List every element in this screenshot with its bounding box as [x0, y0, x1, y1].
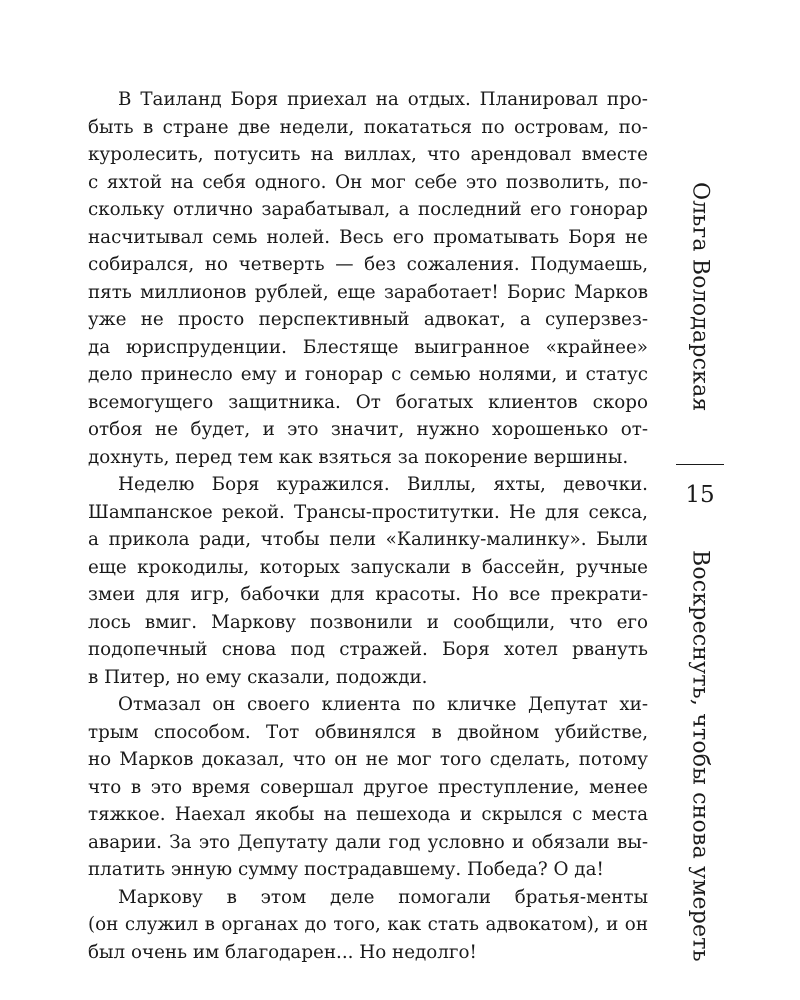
text-line: лось вмиг. Маркову позвонили и сообщили, что его	[88, 611, 648, 633]
text-line: отбоя не будет, и это значит, нужно хорошенько от-	[88, 419, 648, 440]
text-line: аварии. За это Депутату дали год условно и обязали вы-	[88, 831, 648, 853]
text-line: Неделю Боря куражился. Виллы, яхты, девочки.	[118, 474, 648, 495]
text-line: собирался, но четверть — без сожаления. Подумаешь,	[88, 254, 648, 275]
page-number: 15	[685, 482, 715, 508]
text-line: дело принесло ему и гонорар с семью нолями, и статус	[88, 364, 648, 385]
text-line: а прикола ради, чтобы пели «Калинку-малинку». Были	[88, 529, 648, 550]
text-line: в Питер, но ему сказали, подожди.	[88, 666, 428, 688]
text-line: Маркову в этом деле помогали братья-менты	[118, 886, 648, 908]
text-line: с яхтой на себя одного. Он мог себе это позволить, по-	[88, 171, 648, 193]
body-text	[88, 86, 648, 966]
text-line: змеи для игр, бабочки для красоты. Но все прекрати-	[88, 584, 648, 605]
text-line: пять миллионов рублей, еще заработает! Борис Марков	[88, 281, 648, 303]
text-line: был очень им благодарен... Но недолго!	[88, 941, 477, 963]
text-line: трым способом. Тот обвинялся в двойном убийстве,	[88, 721, 648, 743]
text-line: еще крокодилы, которых запускали в бассейн, ручные	[88, 556, 648, 578]
text-line: куролесить, потусить на виллах, что арендовал вместе	[88, 144, 648, 165]
text-line: В Таиланд Боря приехал на отдых. Планировал про-	[118, 89, 648, 110]
text-line: но Марков доказал, что он не мог того сделать, потому	[88, 749, 648, 770]
text-line: скольку отлично зарабатывал, а последний его гонорар	[88, 199, 648, 220]
text-line: Шампанское рекой. Трансы-проститутки. Не для секса,	[88, 501, 648, 523]
text-line: что в это время совершал другое преступление, менее	[88, 776, 648, 798]
author-name: Ольга Володарская	[687, 182, 713, 412]
text-line: Отмазал он своего клиента по кличке Депутат хи-	[118, 694, 648, 715]
text-line: платить энную сумму пострадавшему. Победа? О да!	[88, 859, 604, 880]
text-line: насчитывал семь нолей. Весь его проматывать Боря не	[88, 226, 648, 248]
text-line: (он служил в органах до того, как стать адвокатом), и он	[88, 914, 648, 935]
text-line: подопечный снова под стражей. Боря хотел рвануть	[88, 639, 648, 660]
text-line: тяжкое. Наехал якобы на пешехода и скрылся с места	[88, 804, 648, 825]
text-line: дохнуть, перед тем как взяться за покорение вершины.	[88, 446, 629, 468]
text-line: быть в стране две недели, покататься по островам, по-	[88, 116, 648, 138]
running-head-divider	[676, 464, 724, 465]
book-title: Воскреснуть, чтобы снова умереть	[687, 550, 713, 962]
running-head	[670, 86, 730, 962]
text-line: да юриспруденции. Блестяще выигранное «крайнее»	[88, 336, 648, 358]
text-line: уже не просто перспективный адвокат, а суперзвез-	[88, 309, 648, 330]
text-line: всемогущего защитника. От богатых клиентов скоро	[88, 391, 648, 413]
